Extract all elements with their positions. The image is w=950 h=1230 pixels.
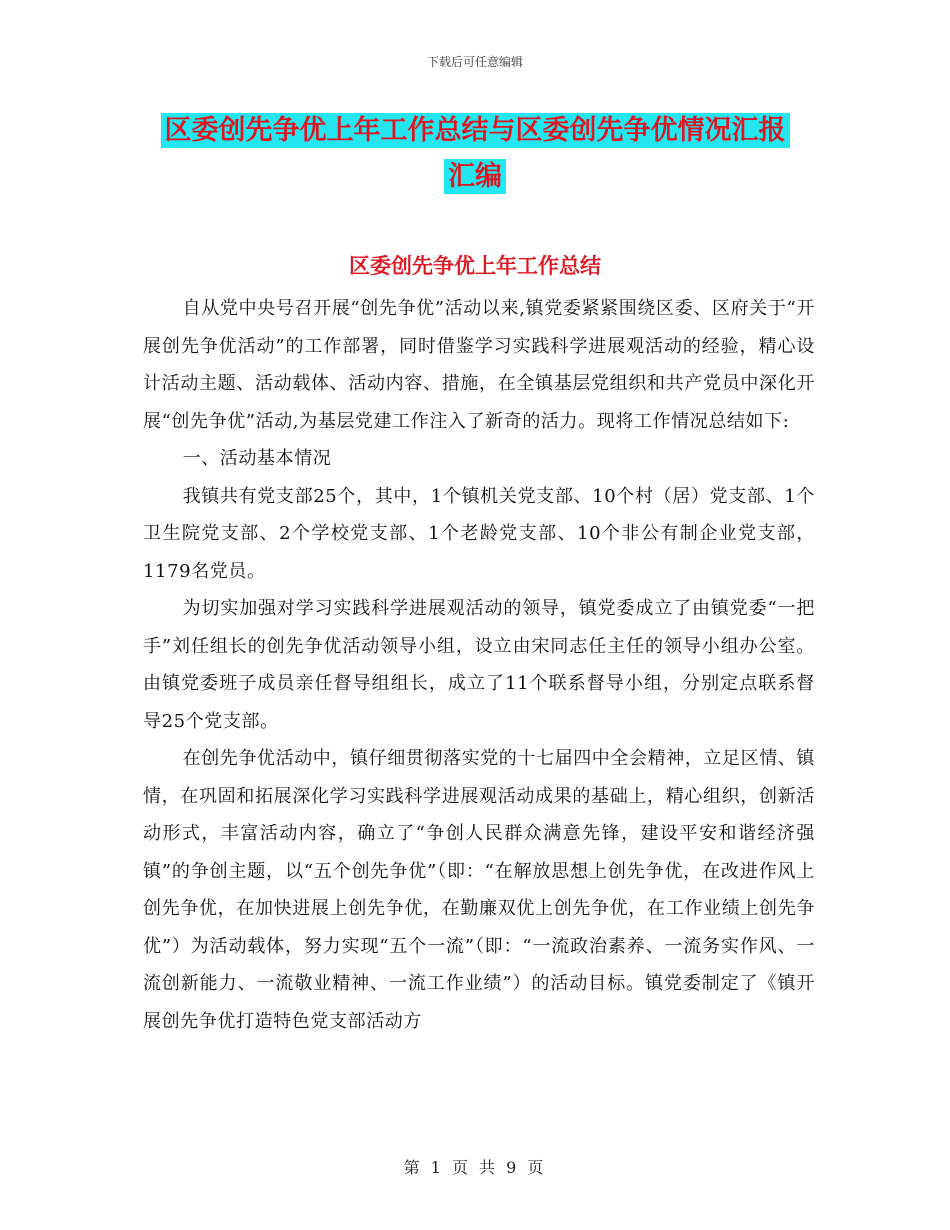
paragraph-heading-basic-situation: 一、活动基本情况 [182, 448, 332, 469]
paragraph-activity-theme: 在创先争优活动中，镇仔细贯彻落实党的十七届四中全会精神，立足区情、镇情，在巩固和拓展深化学习实践科学进展观活动成果的基础上，精心组织，创新活动形式，丰富活动内容，确立了“争创人民群众满意先锋，建设平安和谐经济强镇”的争创主题，以“五个创先争优”（即：“在解放思想上创先争优，在改进作风上创先争优，在加快进展上创先争优，在勤廉双优上创先争优，在工作业绩上创先争优”）为活动载体，努力实现“五个一流”（即：“一流政治素养、一流务实作风、一流创新能力、一流敬业精神、一流工作业绩”）的活动目标。镇党委制定了《镇开展创先争优打造特色党支部活动方 [143, 748, 815, 1032]
paragraph-party-branches: 我镇共有党支部25个，其中，1个镇机关党支部、10个村（居）党支部、1个卫生院党支部、2个学校党支部、1个老龄党支部、10个非公有制企业党支部，1179名党员。 [143, 485, 815, 582]
title-line-2: 汇编 [444, 159, 506, 194]
section-title: 区委创先争优上年工作总结 [349, 254, 601, 278]
paragraph-leadership-group: 为切实加强对学习实践科学进展观活动的领导，镇党委成立了由镇党委“一把手”刘任组长的创先争优活动领导小组，设立由宋同志任主任的领导小组办公室。由镇党委班子成员亲任督导组组长，成立了11个联系督导小组，分别定点联系督导25个党支部。 [143, 598, 815, 732]
paragraph-intro: 自从党中央号召开展“创先争优”活动以来,镇党委紧紧围绕区委、区府关于“开展创先争优活动”的工作部署，同时借鉴学习实践科学进展观活动的经验，精心设计活动主题、活动载体、活动内容、措施，在全镇基层党组织和共产党员中深化开展“创先争优”活动,为基层党建工作注入了新奇的活力。现将工作情况总结如下: [143, 298, 815, 432]
title-line-1: 区委创先争优上年工作总结与区委创先争优情况汇报 [161, 113, 790, 148]
document-title [140, 108, 810, 200]
header-note: 下载后可任意编辑 [426, 55, 523, 69]
document-body [143, 290, 815, 1040]
page-footer: 第 1 页 共 9 页 [403, 1158, 547, 1177]
